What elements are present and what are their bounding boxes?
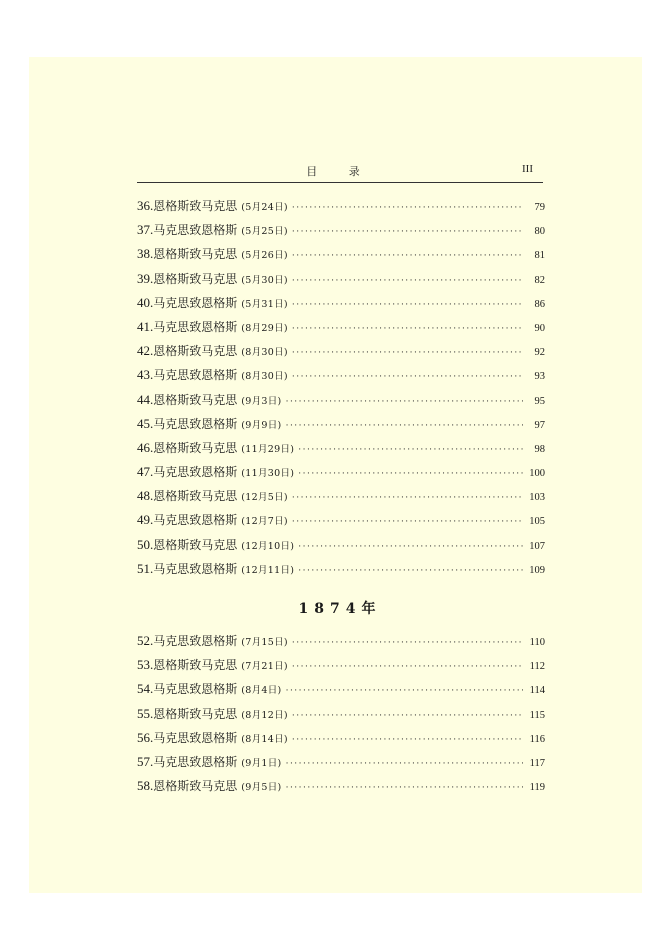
toc-section-1874 (137, 632, 545, 801)
entry-title: 恩格斯致马克思 (153, 247, 238, 262)
dot-leader (286, 397, 523, 407)
entry-date: (11月30日) (241, 468, 295, 480)
entry-date: (9月9日) (241, 419, 282, 431)
dot-leader (286, 759, 523, 769)
entry-title: 马克思致恩格斯 (153, 730, 238, 745)
entry-page-number: 110 (529, 637, 545, 648)
dot-leader (292, 493, 523, 503)
entry-number: 45. (137, 415, 154, 431)
entry-page-number: 97 (534, 419, 545, 431)
entry-number: 38. (137, 246, 154, 262)
entry-date: (12月7日) (241, 516, 288, 528)
entry-title: 恩格斯致马克思 (153, 658, 238, 673)
dot-leader (286, 783, 523, 793)
dot-leader (298, 445, 523, 455)
dot-leader (286, 686, 523, 696)
entry-page-number: 100 (529, 468, 545, 480)
dot-leader (298, 542, 523, 552)
entry-number: 55. (137, 705, 154, 721)
entry-page-number: 79 (534, 202, 545, 213)
entry-date: (8月29日) (241, 322, 288, 334)
entry-page-number: 115 (529, 709, 545, 721)
entry-page-number: 109 (529, 564, 545, 576)
toc-entry[interactable] (137, 536, 545, 560)
entry-title: 恩格斯致马克思 (153, 779, 238, 794)
toc-entry[interactable] (137, 487, 545, 511)
entry-number: 53. (137, 657, 154, 673)
entry-date: (9月3日) (241, 395, 282, 407)
entry-date: (7月21日) (241, 661, 288, 673)
entry-date: (12月11日) (241, 564, 295, 576)
toc-entry[interactable] (137, 391, 545, 415)
header-rule (137, 182, 543, 183)
entry-date: (9月1日) (241, 757, 282, 769)
toc-entry[interactable] (137, 270, 545, 294)
entry-number: 54. (137, 681, 154, 697)
entry-title: 恩格斯致马克思 (153, 392, 238, 407)
entry-number: 57. (137, 753, 154, 769)
entry-number: 46. (137, 439, 154, 455)
toc-entry[interactable] (137, 560, 545, 584)
entry-title: 马克思致恩格斯 (153, 416, 238, 431)
entry-page-number: 93 (534, 371, 545, 383)
entry-page-number: 103 (529, 492, 545, 504)
entry-title: 马克思致恩格斯 (153, 223, 238, 238)
entry-date: (12月5日) (241, 492, 288, 504)
entry-title: 恩格斯致马克思 (153, 440, 238, 455)
dot-leader (298, 469, 523, 479)
entry-number: 58. (137, 778, 154, 794)
entry-date: (5月26日) (241, 250, 288, 262)
entry-title: 恩格斯致马克思 (153, 706, 238, 721)
dot-leader (292, 372, 523, 382)
entry-title: 恩格斯致马克思 (153, 271, 238, 286)
entry-title: 马克思致恩格斯 (153, 561, 238, 576)
dot-leader (292, 662, 523, 672)
entry-title: 马克思致恩格斯 (153, 513, 238, 528)
entry-date: (9月5日) (241, 782, 282, 794)
toc-entry[interactable] (137, 342, 545, 366)
header-page-numeral: III (522, 163, 533, 175)
dot-leader (292, 251, 523, 261)
entry-date: (5月30日) (241, 274, 288, 286)
entry-title: 恩格斯致马克思 (153, 537, 238, 552)
toc-section-1873 (137, 197, 545, 584)
toc-entry[interactable] (137, 632, 545, 656)
entry-page-number: 112 (529, 661, 545, 673)
entry-date: (8月30日) (241, 347, 288, 359)
entry-number: 50. (137, 536, 154, 552)
entry-number: 43. (137, 367, 154, 383)
entry-date: (12月10日) (241, 540, 295, 552)
entry-date: (5月24日) (241, 202, 288, 213)
dot-leader (292, 324, 523, 334)
dot-leader (292, 276, 523, 286)
entry-title: 马克思致恩格斯 (153, 465, 238, 480)
dot-leader (292, 227, 523, 237)
entry-number: 39. (137, 270, 154, 286)
entry-date: (8月30日) (241, 371, 288, 383)
entry-date: (5月25日) (241, 226, 288, 238)
entry-page-number: 86 (534, 298, 545, 310)
toc-entry[interactable] (137, 245, 545, 269)
entry-number: 41. (137, 318, 154, 334)
entry-title: 恩格斯致马克思 (153, 489, 238, 504)
toc-entry[interactable] (137, 439, 545, 463)
entry-number: 49. (137, 512, 154, 528)
entry-page-number: 92 (534, 347, 545, 359)
entry-date: (8月4日) (241, 685, 282, 697)
entry-page-number: 114 (529, 685, 545, 697)
toc-entry[interactable] (137, 197, 545, 221)
entry-date: (8月14日) (241, 733, 288, 745)
entry-page-number: 116 (529, 733, 545, 745)
dot-leader (292, 735, 523, 745)
entry-date: (5月31日) (241, 298, 288, 310)
toc-entry[interactable] (137, 680, 545, 704)
entry-page-number: 82 (534, 274, 545, 286)
toc-entry[interactable] (137, 221, 545, 245)
running-header (137, 163, 543, 179)
entry-number: 56. (137, 729, 154, 745)
entry-page-number: 95 (534, 395, 545, 407)
dot-leader (292, 517, 523, 527)
entry-title: 马克思致恩格斯 (153, 295, 238, 310)
entry-page-number: 81 (534, 250, 545, 262)
dot-leader (298, 566, 523, 576)
entry-number: 51. (137, 560, 154, 576)
toc-entry[interactable] (137, 729, 545, 753)
toc-entry[interactable] (137, 705, 545, 729)
entry-page-number: 90 (534, 322, 545, 334)
header-title: 目 录 (306, 165, 374, 178)
entry-number: 44. (137, 391, 154, 407)
entry-title: 马克思致恩格斯 (153, 634, 238, 648)
entry-date: (8月12日) (241, 709, 288, 721)
toc-entry[interactable] (137, 294, 545, 318)
toc-entry[interactable] (137, 656, 545, 680)
dot-leader (292, 711, 523, 721)
dot-leader (292, 348, 523, 358)
toc-entry[interactable] (137, 415, 545, 439)
entry-title: 马克思致恩格斯 (153, 682, 238, 697)
dot-leader (292, 300, 523, 310)
toc-entry[interactable] (137, 777, 545, 801)
year-heading: 1874年 (298, 601, 382, 617)
toc-entry[interactable] (137, 318, 545, 342)
entry-number: 37. (137, 222, 154, 238)
entry-date: (7月15日) (241, 637, 288, 648)
entry-number: 40. (137, 294, 154, 310)
entry-title: 马克思致恩格斯 (153, 754, 238, 769)
entry-page-number: 105 (529, 516, 545, 528)
entry-title: 恩格斯致马克思 (153, 199, 238, 213)
dot-leader (292, 203, 523, 213)
toc-entry[interactable] (137, 753, 545, 777)
entry-page-number: 119 (529, 782, 545, 794)
entry-page-number: 117 (529, 757, 545, 769)
entry-number: 36. (137, 198, 154, 213)
entry-page-number: 80 (534, 226, 545, 238)
entry-title: 马克思致恩格斯 (153, 319, 238, 334)
toc-entry[interactable] (137, 511, 545, 535)
dot-leader (286, 421, 523, 431)
entry-number: 52. (137, 633, 154, 648)
toc-entry[interactable] (137, 366, 545, 390)
entry-page-number: 107 (529, 540, 545, 552)
entry-date: (11月29日) (241, 443, 295, 455)
entry-title: 恩格斯致马克思 (153, 344, 238, 359)
dot-leader (292, 638, 523, 648)
entry-number: 42. (137, 343, 154, 359)
entry-title: 马克思致恩格斯 (153, 368, 238, 383)
toc-entry[interactable] (137, 463, 545, 487)
entry-page-number: 98 (534, 443, 545, 455)
entry-number: 47. (137, 464, 154, 480)
entry-number: 48. (137, 488, 154, 504)
